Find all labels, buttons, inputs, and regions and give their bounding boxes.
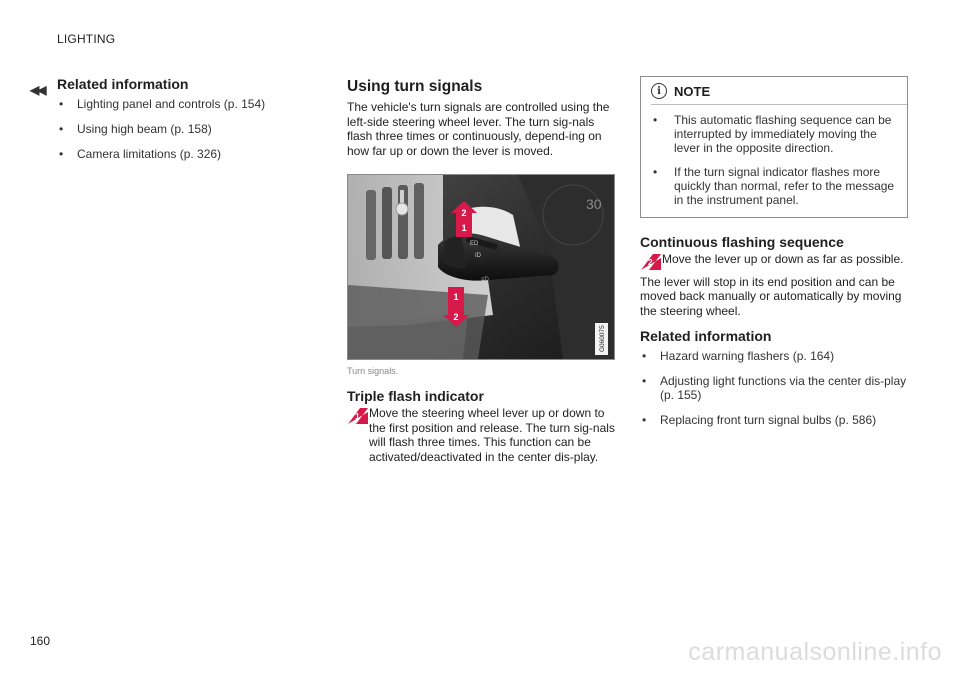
back-arrows-icon[interactable]: ◀◀ xyxy=(30,83,45,97)
speed-readout: 30 xyxy=(586,196,602,212)
continuous-flash-step xyxy=(640,252,908,267)
column-related-information xyxy=(57,76,297,172)
note-list xyxy=(651,113,901,207)
triple-flash-text: Move the steering wheel lever up or down to the first position and release. The turn sig-nals will flash three times. This function can be activated/deactivated in the center dis-play. xyxy=(369,406,615,464)
step-1-marker: 1 xyxy=(348,408,368,424)
related-links-list xyxy=(57,97,297,161)
note-item: • This automatic flashing sequence can be interrupted by immediately moving the lever in the opposite direction. xyxy=(651,113,901,155)
continuous-step-text: Move the lever up or down as far as possible. xyxy=(662,252,904,266)
turn-signal-illustration xyxy=(347,174,615,360)
section-header: LIGHTING xyxy=(57,32,116,46)
svg-text:≡D: ≡D xyxy=(481,277,489,283)
svg-text:2: 2 xyxy=(461,208,467,218)
note-header xyxy=(651,83,907,105)
related-links-list-2 xyxy=(640,349,908,427)
related-information-heading-2: Related information xyxy=(640,328,772,344)
svg-text:1: 1 xyxy=(461,223,467,233)
page-number: 160 xyxy=(30,634,51,648)
figure-code: G060075 xyxy=(599,325,606,352)
related-information-heading: Related information xyxy=(57,76,189,92)
related-link-lighting-panel[interactable]: • Lighting panel and controls (p. 154) xyxy=(57,97,297,111)
related-link-hazard-flashers[interactable]: • Hazard warning flashers (p. 164) xyxy=(640,349,908,363)
svg-text:2: 2 xyxy=(453,312,459,322)
svg-text:ED: ED xyxy=(470,241,479,247)
watermark: carmanualsonline.info xyxy=(688,638,942,666)
figure-caption: Turn signals. xyxy=(347,366,399,376)
step-2-marker: 2 xyxy=(641,254,661,270)
triple-flash-step xyxy=(347,406,615,464)
related-link-high-beam[interactable]: • Using high beam (p. 158) xyxy=(57,122,297,136)
related-link-replacing-bulbs[interactable]: • Replacing front turn signal bulbs (p. 586) xyxy=(640,413,908,427)
related-link-adjusting-light[interactable]: • Adjusting light functions via the center dis-play (p. 155) xyxy=(640,374,908,402)
info-icon: i xyxy=(651,83,667,99)
continuous-flashing-heading: Continuous flashing sequence xyxy=(640,234,844,250)
note-box xyxy=(640,76,908,218)
note-item: • If the turn signal indicator flashes more quickly than normal, refer to the message in the instrument panel. xyxy=(651,165,901,207)
turn-signals-intro: The vehicle's turn signals are controlled using the left-side steering wheel lever. The turn sig-nals flash three times or continuously, depend-ing on how far up or down the lever is moved. xyxy=(347,100,610,158)
continuous-flashing-text: The lever will stop in its end position and can be moved back manually or automatically by moving the steering wheel. xyxy=(640,274,902,318)
column-notes xyxy=(640,76,908,438)
turn-signals-heading: Using turn signals xyxy=(347,78,483,95)
column-turn-signals xyxy=(347,76,615,464)
svg-text:1: 1 xyxy=(453,292,459,302)
triple-flash-heading: Triple flash indicator xyxy=(347,388,484,404)
svg-text:ID: ID xyxy=(475,253,481,259)
related-link-camera-limitations[interactable]: • Camera limitations (p. 326) xyxy=(57,147,297,161)
note-label: NOTE xyxy=(674,83,711,99)
